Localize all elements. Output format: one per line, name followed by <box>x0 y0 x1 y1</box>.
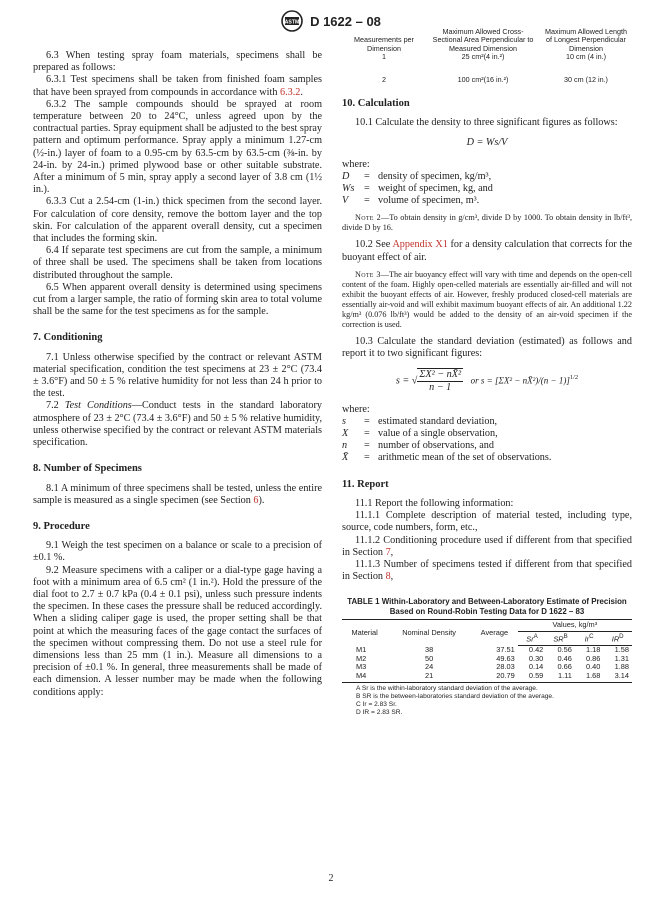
designation: D 1622 – 08 <box>310 13 381 29</box>
svg-text:ASTM: ASTM <box>284 19 300 26</box>
table-row: M3 24 28.03 0.14 0.66 0.40 1.88 <box>356 662 629 672</box>
link-section-7[interactable]: 7 <box>385 546 391 558</box>
table-row: M4 21 20.79 0.59 1.11 1.68 3.14 <box>342 672 632 683</box>
para-6-3-1: 6.3.1 Test specimens shall be taken from finished foam samples that have been sprayed from compounds in accordance with 6.3.2. <box>33 74 322 98</box>
meas-cell: 2 <box>382 74 386 84</box>
para-6-3-2: 6.3.2 The sample compounds should be sprayed at room temperature between 20 to 24°C, unless agreed upon by the contractual parties. Spray equipment shall be adjusted to the best spray pattern and optimum performance. Spray apply a minimum 1.27-cm (½-in.) layer of foam to a 0.95-cm by 63.5-cm by 63.5-cm (⅜-in. by 24-in. by 24-in.) primed plywood base or other suitable substrate. After a minimum of 5 min, spray apply a second layer of 3.8 cm (1½ in.). <box>33 98 322 196</box>
para-7-1: 7.1 Unless otherwise specified by the contract or relevant ASTM material specification, condition the test specimens at 23 ± 2°C (73.4 ± 3.6°F) and 50 ± 5 % relative humidity for not less than 24 h prior to the test. <box>33 351 322 400</box>
meas-header-1: Measurements per Dimension <box>354 35 414 53</box>
footnote: A Sr is the within-laboratory standard deviation of the average. <box>356 685 538 693</box>
meas-cell: 25 cm²(4 in.²) <box>461 52 505 62</box>
density-equation: D = Ws/V <box>466 137 508 149</box>
variable-list-2 <box>342 416 632 465</box>
t1-header-sr: $Sr^A$ <box>518 631 547 645</box>
astm-logo-icon <box>281 10 303 32</box>
t1-header-average: Average <box>471 620 518 646</box>
variable-row: D = density of specimen, kg/m³, <box>342 170 492 182</box>
footnote: B SR is the between-laboratories standard deviation of the average. <box>356 693 554 701</box>
t1-header-density: Nominal Density <box>387 620 471 646</box>
link-section-6[interactable]: 6 <box>253 494 259 506</box>
right-column <box>342 28 632 717</box>
para-11-1-1: 11.1.1 Complete description of material tested, including type, source, code numbers, form, etc., <box>342 510 632 534</box>
footnote: D IR = 2.83 SR. <box>356 709 403 717</box>
para-8-1: 8.1 A minimum of three specimens shall be tested, unless the entire sample is measured as a single specimen (see Section 6). <box>33 482 322 506</box>
t1-header-IR: $IR^D$ <box>603 631 632 645</box>
para-10-1: 10.1 Calculate the density to three significant figures as follows: <box>355 117 618 129</box>
variable-row: s = estimated standard deviation, <box>342 415 498 427</box>
para-6-3: 6.3 When testing spray foam materials, specimens shall be prepared as follows: <box>33 50 322 74</box>
table-row: M2 50 49.63 0.30 0.46 0.86 1.31 <box>356 653 629 663</box>
variable-row: V = volume of specimen, m³. <box>342 195 480 207</box>
note-2: Note 2—To obtain density in g/cm³, divide D by 1000. To obtain density in lb/ft³, divide D by 16. <box>342 213 632 233</box>
link-6-3-2[interactable]: 6.3.2 <box>279 86 301 98</box>
note-3: Note 3—The air buoyancy effect will vary with time and depends on the open-cell content of the foam. Highly open-celled materials are essentially air-filled and will not exhibit the buoyant effects of air. However, freshly produced closed-cell materials are essentially air-void and will exhibit maximum buoyant effects of air. An additional 1.22 kg/m³ (0.076 lb/ft³) would be added to the density of an air-void specimen if the correction is used. <box>342 269 632 329</box>
variable-row: X̄ = arithmetic mean of the set of observations. <box>342 452 552 464</box>
section-11-heading: 11. Report <box>342 478 389 490</box>
para-7-2: 7.2 Test Conditions—Conduct tests in the standard laboratory atmosphere of 23 ± 2°C (73.4 ± 3.6°F) and 50 ± 5 % relative humidity, unless otherwise specified by the contract or relevant ASTM materials specification. <box>33 400 322 449</box>
meas-header-2: Maximum Allowed Cross-Sectional Area Perpendicular to Measured Dimension <box>432 27 534 53</box>
section-10-heading: 10. Calculation <box>342 98 410 110</box>
para-10-3: 10.3 Calculate the standard deviation (estimated) as follows and report it to two significant figures: <box>342 335 632 360</box>
variable-row: Ws = weight of specimen, kg, and <box>342 183 493 195</box>
t1-header-sR: $SR^B$ <box>546 631 575 645</box>
table-row: M1 38 37.51 0.42 0.56 1.18 1.58 <box>356 644 629 654</box>
meas-cell: 10 cm (4 in.) <box>566 52 606 62</box>
para-11-1-3: 11.1.3 Number of specimens tested if different from that specified in Section 8, <box>342 558 632 583</box>
table-1 <box>342 619 632 683</box>
variable-list-1 <box>342 171 632 208</box>
meas-cell: 1 <box>382 52 386 62</box>
meas-header-3: Maximum Allowed Length of Longest Perpendicular Dimension <box>545 27 627 53</box>
para-6-4: 6.4 If separate test specimens are cut from the sample, a minimum of three shall be used. The specimens shall be taken from locations distributed throughout the sample. <box>33 245 322 281</box>
table-1-caption: TABLE 1 Within-Laboratory and Between-Laboratory Estimate of Precision Based on Round-Robin Testing Data for D 1622 – 83 <box>347 597 627 617</box>
t1-header-ir: $Ir^C$ <box>575 631 604 645</box>
variable-row: n = number of observations, and <box>342 440 494 452</box>
t1-header-values: Values, kg/m³ <box>518 620 632 632</box>
left-column <box>33 50 322 699</box>
meas-cell: 30 cm (12 in.) <box>564 74 608 84</box>
para-11-1-2: 11.1.2 Conditioning procedure used if different from that specified in Section 7, <box>342 534 632 558</box>
table-1-footnotes <box>342 685 632 717</box>
variable-row: X = value of a single observation, <box>342 428 498 440</box>
section-9-heading: 9. Procedure <box>33 520 90 532</box>
section-7-heading: 7. Conditioning <box>33 332 103 344</box>
t1-header-material: Material <box>342 620 387 646</box>
where-label-1: where: <box>342 158 370 170</box>
link-appendix-x1[interactable]: Appendix X1 <box>392 239 448 251</box>
para-9-2: 9.2 Measure specimens with a caliper or a dial-type gage having a foot with a minimum area of 6.5 cm² (1 in.²). Hold the pressure of the dial foot to 2.7 ± 0.7 kPa (0.4 ± 0.1 psi), unless such pressure indents the specimen. In these cases the pressure shall be reduced accordingly. When a sliding caliper gage is used, the proper setting shall be that point at which the measuring faces of the gage contact the surfaces of the specimen without compressing them. Do not use a steel rule for dimensions less than 25 mm (1 in.). Measure all dimensions to a precision of ±0.1 %. In general, three measurements shall be made of each dimension. A lesser number may be made when the following conditions apply: <box>33 564 322 698</box>
para-11-1: 11.1 Report the following information: <box>355 497 514 509</box>
page-number: 2 <box>328 873 334 884</box>
where-label-2: where: <box>342 403 370 415</box>
section-8-heading: 8. Number of Specimens <box>33 463 142 475</box>
para-9-1: 9.1 Weigh the test specimen on a balance or scale to a precision of ±0.1 %. <box>33 540 322 564</box>
link-section-8[interactable]: 8 <box>385 571 391 583</box>
para-6-3-3: 6.3.3 Cut a 2.54-cm (1-in.) thick specimen from the second layer. For calculation of core density, remove the bottom layer and the top skin. For calculation of the apparent overall density, cut a specimen that includes the forming skin. <box>33 196 322 245</box>
footnote: C Ir = 2.83 Sr. <box>356 701 397 709</box>
measurement-table <box>342 28 632 84</box>
para-6-5: 6.5 When apparent overall density is determined using specimens cut from a larger sample, the ratio of forming skin area to total volume shall be the same for the test specimens as for the sample. <box>33 281 322 318</box>
para-10-2: 10.2 See Appendix X1 for a density calculation that corrects for the buoyant effect of air. <box>342 239 632 263</box>
meas-cell: 100 cm²(16 in.²) <box>457 74 509 84</box>
std-dev-equation: s = √ $\frac{\text{ΣX² − nX̄²}}{n - 1}$ or s = [ΣX² − nX̄²)/(n − 1)]$^{1/2}$ <box>395 369 579 394</box>
